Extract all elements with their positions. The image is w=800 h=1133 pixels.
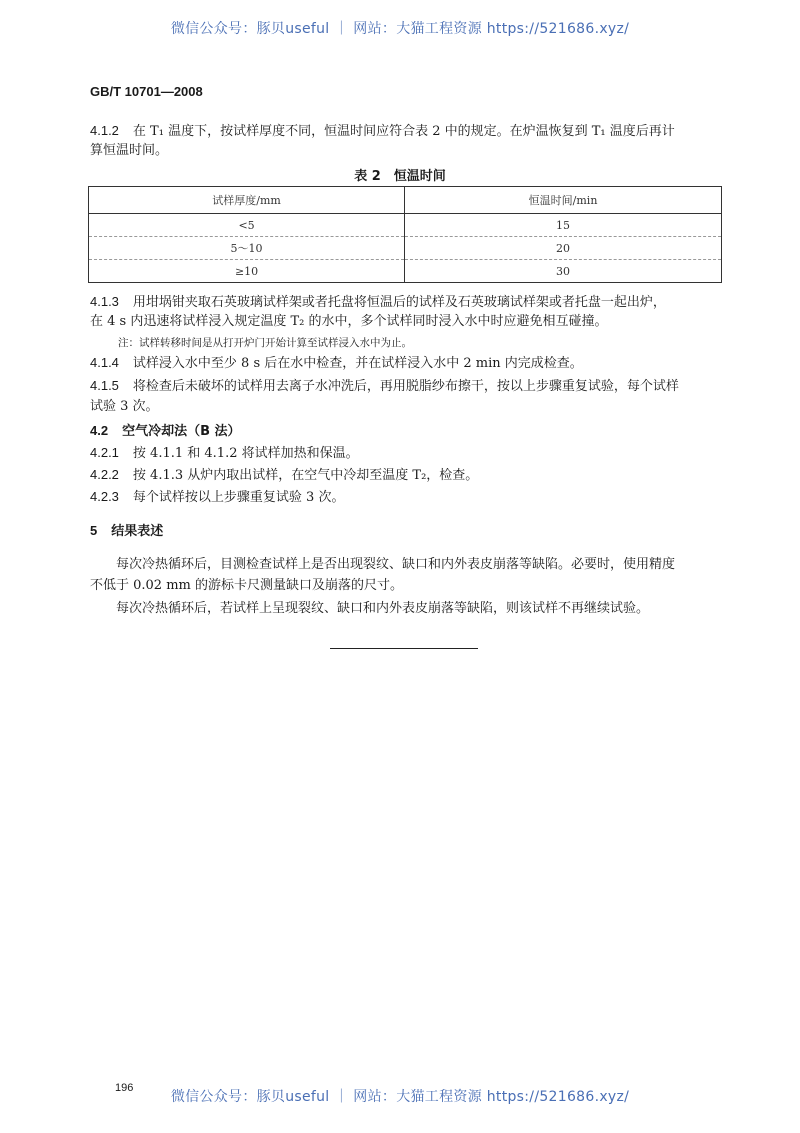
watermark-bottom: 微信公众号：豚贝useful ｜ 网站：大猫工程资源 https://521686.xyz/ bbox=[170, 1089, 630, 1105]
paragraph-text: 每个试样按以上步骤重复试验 3 次。 bbox=[132, 490, 345, 505]
section-4-2-heading bbox=[90, 422, 241, 441]
table-cell: <5 bbox=[89, 214, 405, 237]
table-caption: 表 2 恒温时间 bbox=[354, 169, 446, 184]
section-title: 空气冷却法（B 法） bbox=[122, 424, 241, 439]
section-number: 4.2.3 bbox=[90, 489, 119, 504]
section-4-2-1 bbox=[90, 444, 359, 463]
section-number: 4.1.4 bbox=[90, 355, 119, 370]
table-row bbox=[89, 260, 722, 283]
page-number: 196 bbox=[115, 1082, 134, 1094]
section-4-2-3 bbox=[90, 488, 344, 507]
table-header-time: 恒温时间/min bbox=[405, 187, 722, 214]
paragraph-continuation: 算恒温时间。 bbox=[90, 143, 169, 158]
paragraph-text: 按 4.1.3 从炉内取出试样，在空气中冷却至温度 T₂，检查。 bbox=[132, 468, 479, 483]
table-cell: 20 bbox=[405, 237, 722, 260]
section-4-1-2 bbox=[90, 122, 675, 141]
section-title: 结果表述 bbox=[111, 524, 164, 539]
table-cell: 5～10 bbox=[89, 237, 405, 260]
paragraph-text: 试样浸入水中至少 8 s 后在水中检查，并在试样浸入水中 2 min 内完成检查。 bbox=[132, 356, 583, 371]
paragraph-continuation: 在 4 s 内迅速将试样浸入规定温度 T₂ 的水中，多个试样同时浸入水中时应避免相互碰撞。 bbox=[90, 314, 608, 329]
table-row bbox=[89, 237, 722, 260]
section-4-1-4 bbox=[90, 354, 583, 373]
paragraph-text: 在 T₁ 温度下，按试样厚度不同，恒温时间应符合表 2 中的规定。在炉温恢复到 T₁ 温度后再计 bbox=[132, 124, 675, 139]
paragraph-continuation: 不低于 0.02 mm 的游标卡尺测量缺口及崩落的尺寸。 bbox=[90, 578, 403, 593]
end-rule bbox=[330, 648, 478, 649]
paragraph-text: 每次冷热循环后，若试样上呈现裂纹、缺口和内外表皮崩落等缺陷，则该试样不再继续试验。 bbox=[116, 601, 650, 616]
table-header-thickness: 试样厚度/mm bbox=[89, 187, 405, 214]
section-4-1-3 bbox=[90, 293, 666, 312]
paragraph-text: 每次冷热循环后，目测检查试样上是否出现裂纹、缺口和内外表皮崩落等缺陷。必要时，使用精度 bbox=[116, 557, 676, 572]
table-cell: ≥10 bbox=[89, 260, 405, 283]
table-cell: 30 bbox=[405, 260, 722, 283]
paragraph-continuation: 试验 3 次。 bbox=[90, 399, 159, 414]
paragraph-text: 按 4.1.1 和 4.1.2 将试样加热和保温。 bbox=[132, 446, 359, 461]
hold-time-table bbox=[88, 186, 722, 283]
section-number: 5 bbox=[90, 523, 98, 538]
section-number: 4.1.3 bbox=[90, 294, 119, 309]
paragraph-text: 将检查后未破坏的试样用去离子水冲洗后，再用脱脂纱布擦干，按以上步骤重复试验，每个试样 bbox=[132, 379, 679, 394]
section-4-2-2 bbox=[90, 466, 478, 485]
table-cell: 15 bbox=[405, 214, 722, 237]
watermark-top: 微信公众号：豚贝useful ｜ 网站：大猫工程资源 https://521686.xyz/ bbox=[170, 21, 630, 37]
paragraph-text: 用坩埚钳夹取石英玻璃试样架或者托盘将恒温后的试样及石英玻璃试样架或者托盘一起出炉， bbox=[132, 295, 666, 310]
note-text: 注：试样转移时间是从打开炉门开始计算至试样浸入水中为止。 bbox=[118, 337, 412, 349]
table-row bbox=[89, 214, 722, 237]
standard-code: GB/T 10701—2008 bbox=[90, 84, 203, 99]
section-number: 4.1.2 bbox=[90, 123, 119, 138]
section-5-heading bbox=[90, 522, 163, 541]
section-number: 4.2.2 bbox=[90, 467, 119, 482]
section-4-1-5 bbox=[90, 377, 679, 396]
section-number: 4.1.5 bbox=[90, 378, 119, 393]
section-number: 4.2.1 bbox=[90, 445, 119, 460]
section-number: 4.2 bbox=[90, 423, 109, 438]
